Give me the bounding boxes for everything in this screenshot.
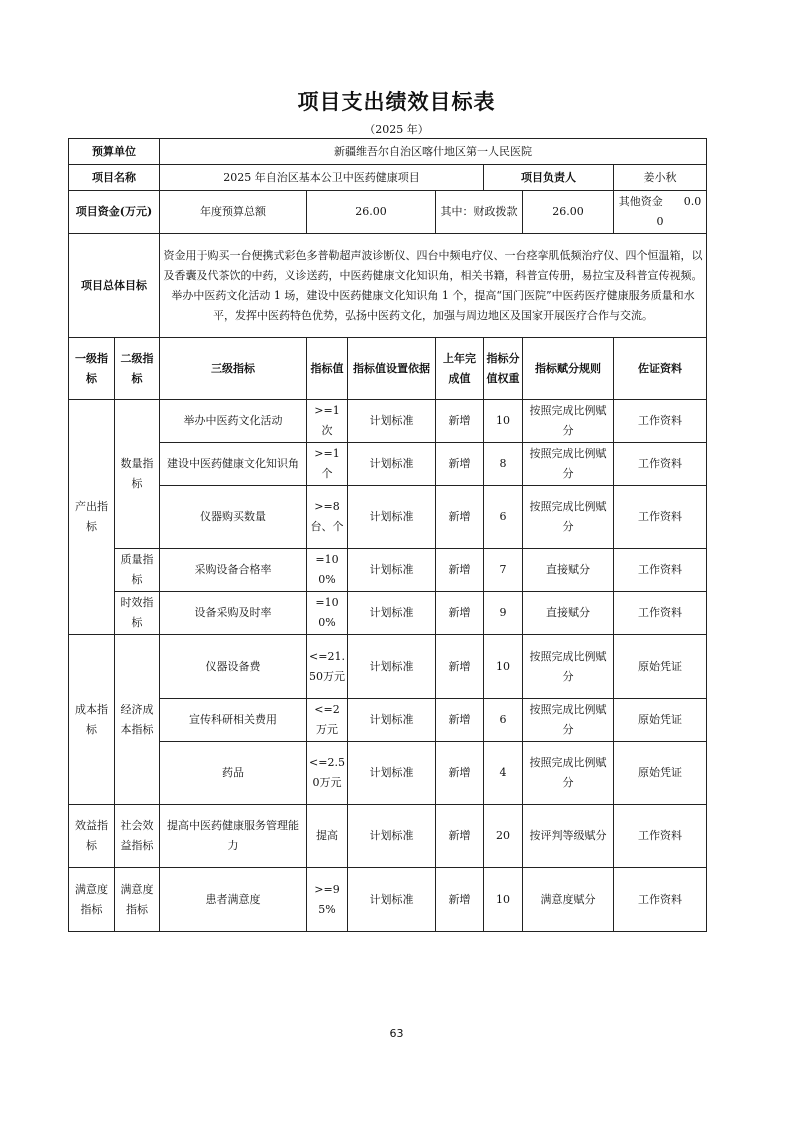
- row-last-year: 新增: [436, 805, 484, 868]
- row-name: 设备采购及时率: [160, 592, 307, 635]
- row-evidence: 工作资料: [614, 592, 707, 635]
- row-evidence: 工作资料: [614, 486, 707, 549]
- budget-unit-label: 预算单位: [69, 139, 160, 165]
- row-basis: 计划标准: [348, 742, 436, 805]
- table-row: [69, 592, 707, 635]
- col-rule: 指标赋分规则: [523, 338, 614, 400]
- row-value: >=8台、个: [307, 486, 348, 549]
- group-quantity: 数量指标: [115, 400, 160, 549]
- row-value: =100%: [307, 549, 348, 592]
- row-name: 采购设备合格率: [160, 549, 307, 592]
- row-value: >=95%: [307, 868, 348, 932]
- row-weight: 20: [484, 805, 523, 868]
- table-row: [69, 868, 707, 932]
- row-last-year: 新增: [436, 635, 484, 699]
- row-value: <=2.50万元: [307, 742, 348, 805]
- other-funds: [614, 191, 707, 234]
- row-basis: 计划标准: [348, 699, 436, 742]
- col-last-year: 上年完成值: [436, 338, 484, 400]
- budget-unit-value: 新疆维吾尔自治区喀什地区第一人民医院: [160, 139, 707, 165]
- page-number: 63: [389, 1027, 404, 1040]
- row-evidence: 工作资料: [614, 549, 707, 592]
- annual-total-value: 26.00: [307, 191, 436, 234]
- row-name: 仪器设备费: [160, 635, 307, 699]
- row-last-year: 新增: [436, 868, 484, 932]
- row-weight: 9: [484, 592, 523, 635]
- row-rule: 按评判等级赋分: [523, 805, 614, 868]
- col-level3: 三级指标: [160, 338, 307, 400]
- table-row: [69, 635, 707, 699]
- col-level2: 二级指标: [115, 338, 160, 400]
- group-benefit: 效益指标: [69, 805, 115, 868]
- row-weight: 4: [484, 742, 523, 805]
- row-weight: 10: [484, 635, 523, 699]
- row-last-year: 新增: [436, 486, 484, 549]
- row-basis: 计划标准: [348, 635, 436, 699]
- row-last-year: 新增: [436, 592, 484, 635]
- table-row: [69, 742, 707, 805]
- funds-label: 项目资金(万元): [69, 191, 160, 234]
- project-name-value: 2025 年自治区基本公卫中医药健康项目: [160, 165, 484, 191]
- row-rule: 按照完成比例赋分: [523, 699, 614, 742]
- row-rule: 满意度赋分: [523, 868, 614, 932]
- fiscal-value: 26.00: [523, 191, 614, 234]
- group-economic-cost: 经济成本指标: [115, 635, 160, 805]
- funds-row: [69, 191, 707, 234]
- row-name: 建设中医药健康文化知识角: [160, 443, 307, 486]
- table-row: [69, 400, 707, 443]
- row-rule: 按照完成比例赋分: [523, 443, 614, 486]
- table-row: [69, 486, 707, 549]
- fiscal-label: 其中：财政拨款: [436, 191, 523, 234]
- row-weight: 6: [484, 486, 523, 549]
- row-rule: 直接赋分: [523, 549, 614, 592]
- row-weight: 8: [484, 443, 523, 486]
- performance-table: [68, 138, 707, 932]
- goal-label: 项目总体目标: [69, 234, 160, 338]
- row-value: >=1次: [307, 400, 348, 443]
- group-cost: 成本指标: [69, 635, 115, 805]
- row-name: 举办中医药文化活动: [160, 400, 307, 443]
- page-title: 项目支出绩效目标表: [297, 90, 496, 114]
- group-social-benefit: 社会效益指标: [115, 805, 160, 868]
- row-last-year: 新增: [436, 443, 484, 486]
- row-basis: 计划标准: [348, 868, 436, 932]
- row-last-year: 新增: [436, 549, 484, 592]
- table-row: [69, 549, 707, 592]
- row-evidence: 工作资料: [614, 805, 707, 868]
- row-evidence: 工作资料: [614, 443, 707, 486]
- col-level1: 一级指标: [69, 338, 115, 400]
- group-timeliness: 时效指标: [115, 592, 160, 635]
- row-weight: 6: [484, 699, 523, 742]
- col-value: 指标值: [307, 338, 348, 400]
- row-weight: 10: [484, 400, 523, 443]
- row-weight: 10: [484, 868, 523, 932]
- row-rule: 按照完成比例赋分: [523, 742, 614, 805]
- table-row: [69, 805, 707, 868]
- row-value: >=1个: [307, 443, 348, 486]
- column-header-row: [69, 338, 707, 400]
- row-last-year: 新增: [436, 699, 484, 742]
- goal-text: 资金用于购买一台便携式彩色多普勒超声波诊断仪、四台中频电疗仪、一台痉挛肌低频治疗仪、四个恒温箱，以及香囊及代茶饮的中药，义诊送药，中医药健康文化知识角，相关书籍，科普宣传册，易拉宝及科普宣传视频。举办中医药文化活动 1 场，建设中医药健康文化知识角 1 个，提高“国门医院”中医药医疗健康服务质量和水平，发挥中医药特色优势，弘扬中医药文化，加强与周边地区及国家开展医疗合作与交流。: [160, 234, 707, 338]
- col-basis: 指标值设置依据: [348, 338, 436, 400]
- col-weight: 指标分值权重: [484, 338, 523, 400]
- row-value: <=2万元: [307, 699, 348, 742]
- row-rule: 直接赋分: [523, 592, 614, 635]
- other-value: 0.00: [656, 195, 702, 228]
- row-basis: 计划标准: [348, 592, 436, 635]
- row-name: 提高中医药健康服务管理能力: [160, 805, 307, 868]
- annual-total-label: 年度预算总额: [160, 191, 307, 234]
- col-evidence: 佐证资料: [614, 338, 707, 400]
- row-value: 提高: [307, 805, 348, 868]
- group-satisfaction-sub: 满意度指标: [115, 868, 160, 932]
- row-last-year: 新增: [436, 400, 484, 443]
- row-evidence: 原始凭证: [614, 699, 707, 742]
- goal-row: [69, 234, 707, 338]
- row-name: 患者满意度: [160, 868, 307, 932]
- leader-value: 姜小秋: [614, 165, 707, 191]
- budget-unit-row: [69, 139, 707, 165]
- row-basis: 计划标准: [348, 549, 436, 592]
- row-evidence: 工作资料: [614, 400, 707, 443]
- row-value: =100%: [307, 592, 348, 635]
- row-evidence: 原始凭证: [614, 635, 707, 699]
- group-output: 产出指标: [69, 400, 115, 635]
- row-name: 药品: [160, 742, 307, 805]
- group-satisfaction: 满意度指标: [69, 868, 115, 932]
- row-name: 宣传科研相关费用: [160, 699, 307, 742]
- row-basis: 计划标准: [348, 486, 436, 549]
- row-basis: 计划标准: [348, 443, 436, 486]
- row-weight: 7: [484, 549, 523, 592]
- row-rule: 按照完成比例赋分: [523, 486, 614, 549]
- row-evidence: 工作资料: [614, 868, 707, 932]
- row-value: <=21.50万元: [307, 635, 348, 699]
- row-rule: 按照完成比例赋分: [523, 400, 614, 443]
- row-evidence: 原始凭证: [614, 742, 707, 805]
- group-quality: 质量指标: [115, 549, 160, 592]
- table-row: [69, 699, 707, 742]
- row-basis: 计划标准: [348, 400, 436, 443]
- project-name-row: [69, 165, 707, 191]
- table-row: [69, 443, 707, 486]
- year-label: （2025 年）: [364, 123, 429, 136]
- row-rule: 按照完成比例赋分: [523, 635, 614, 699]
- other-label: 其他资金: [618, 195, 663, 208]
- project-name-label: 项目名称: [69, 165, 160, 191]
- row-basis: 计划标准: [348, 805, 436, 868]
- row-last-year: 新增: [436, 742, 484, 805]
- row-name: 仪器购买数量: [160, 486, 307, 549]
- leader-label: 项目负责人: [484, 165, 614, 191]
